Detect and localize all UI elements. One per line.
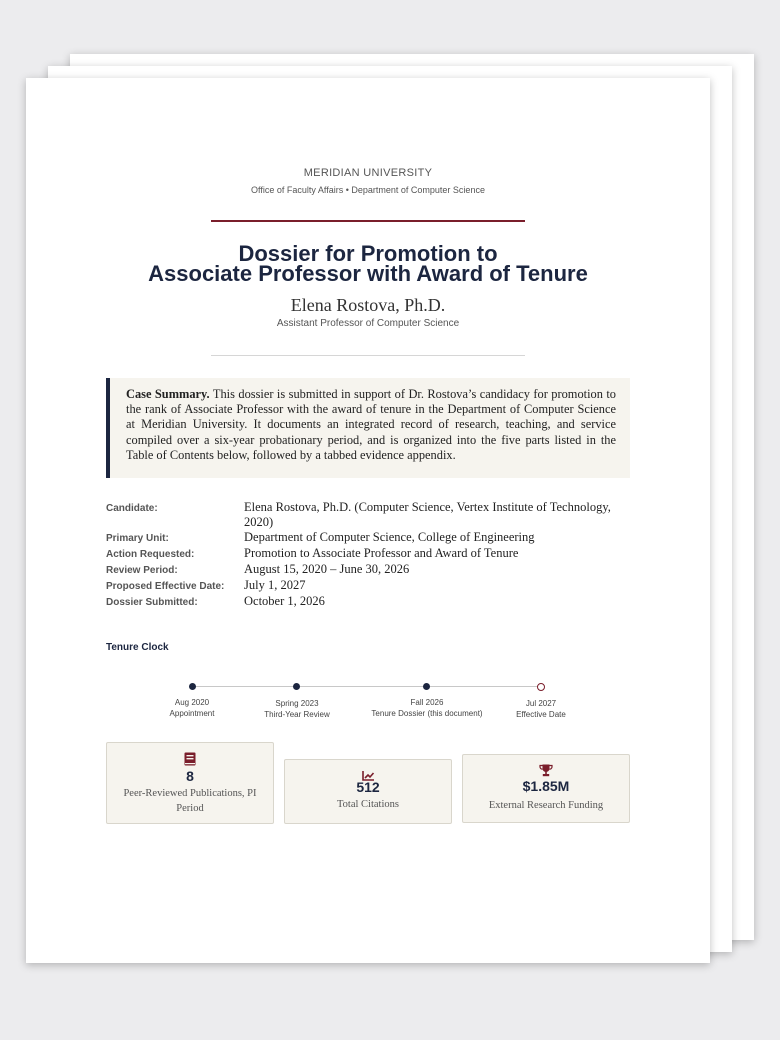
milestone-date: Fall 2026 [410, 698, 444, 707]
document-page [26, 78, 710, 963]
stat-card-funding [462, 754, 630, 823]
stat-card-publications [106, 742, 274, 824]
milestone-name: Third-Year Review [264, 709, 330, 719]
detail-value: August 15, 2020 – June 30, 2026 [244, 562, 410, 576]
title-line-1: Dossier for Promotion to [238, 241, 498, 266]
chart-line-icon [362, 768, 375, 779]
milestone-marker [423, 683, 430, 690]
dossier-details [106, 500, 636, 610]
milestone-name: Effective Date [516, 709, 566, 719]
case-summary [106, 378, 630, 478]
detail-value: Elena Rostova, Ph.D. (Computer Science, Vertex Institute of Technology, 2020) [244, 500, 611, 529]
university-name: MERIDIAN UNIVERSITY [303, 167, 433, 179]
stat-card-citations [284, 759, 452, 824]
detail-label: Candidate: [106, 503, 158, 514]
detail-row [106, 562, 636, 578]
milestone-label [471, 699, 611, 720]
milestone-label [227, 699, 367, 720]
case-summary-text: This dossier is submitted in support of Dr. Rostova’s candidacy for promotion to the rank of Associate Professor with the award of tenure in the Department of Computer Science at Meridian University. It documents an integrated record of research, teaching, and service compiled over a six-year probationary period, and is organized into the five parts listed in the Table of Contents below, followed by a tabbed evidence appendix. [126, 387, 617, 462]
milestone-date: Spring 2023 [275, 699, 319, 708]
stat-value: 512 [356, 779, 380, 795]
office-line: Office of Faculty Affairs • Department of Computer Science [251, 185, 485, 195]
milestone-name: Tenure Dossier (this document) [371, 708, 483, 718]
detail-row [106, 578, 636, 594]
stat-value: $1.85M [522, 778, 570, 794]
section-divider [211, 355, 525, 356]
detail-row [106, 530, 636, 546]
detail-label: Proposed Effective Date: [106, 581, 225, 592]
detail-label: Action Requested: [106, 549, 195, 560]
title-line-2: Associate Professor with Award of Tenure [148, 261, 588, 286]
milestone-marker-upcoming [537, 683, 545, 691]
detail-row [106, 546, 636, 562]
document-title [26, 241, 710, 286]
candidate-name: Elena Rostova, Ph.D. [290, 295, 446, 315]
book-icon [184, 752, 196, 766]
timeline-track [192, 686, 541, 687]
detail-row [106, 594, 636, 610]
detail-row [106, 500, 636, 530]
milestone-date: Jul 2027 [525, 699, 557, 708]
stat-value: 8 [186, 768, 194, 784]
detail-label: Dossier Submitted: [106, 597, 198, 608]
detail-label: Review Period: [106, 565, 178, 576]
detail-value: October 1, 2026 [244, 594, 325, 608]
tenure-clock-heading: Tenure Clock [106, 642, 169, 653]
stat-caption: Total Citations [337, 799, 399, 810]
detail-value: Promotion to Associate Professor and Award of Tenure [244, 546, 519, 560]
title-rule [211, 220, 525, 222]
milestone-marker [293, 683, 300, 690]
milestone-name: Appointment [169, 708, 215, 718]
stat-caption: Peer-Reviewed Publications, PI Period [123, 788, 257, 814]
stat-caption: External Research Funding [488, 800, 604, 811]
detail-value: July 1, 2027 [244, 578, 306, 592]
milestone-marker [189, 683, 196, 690]
detail-label: Primary Unit: [106, 533, 169, 544]
trophy-icon [539, 764, 553, 777]
candidate-role: Assistant Professor of Computer Science [276, 318, 460, 329]
detail-value: Department of Computer Science, College of Engineering [244, 530, 535, 544]
case-summary-lead: Case Summary. [126, 387, 210, 401]
milestone-date: Aug 2020 [174, 698, 210, 707]
